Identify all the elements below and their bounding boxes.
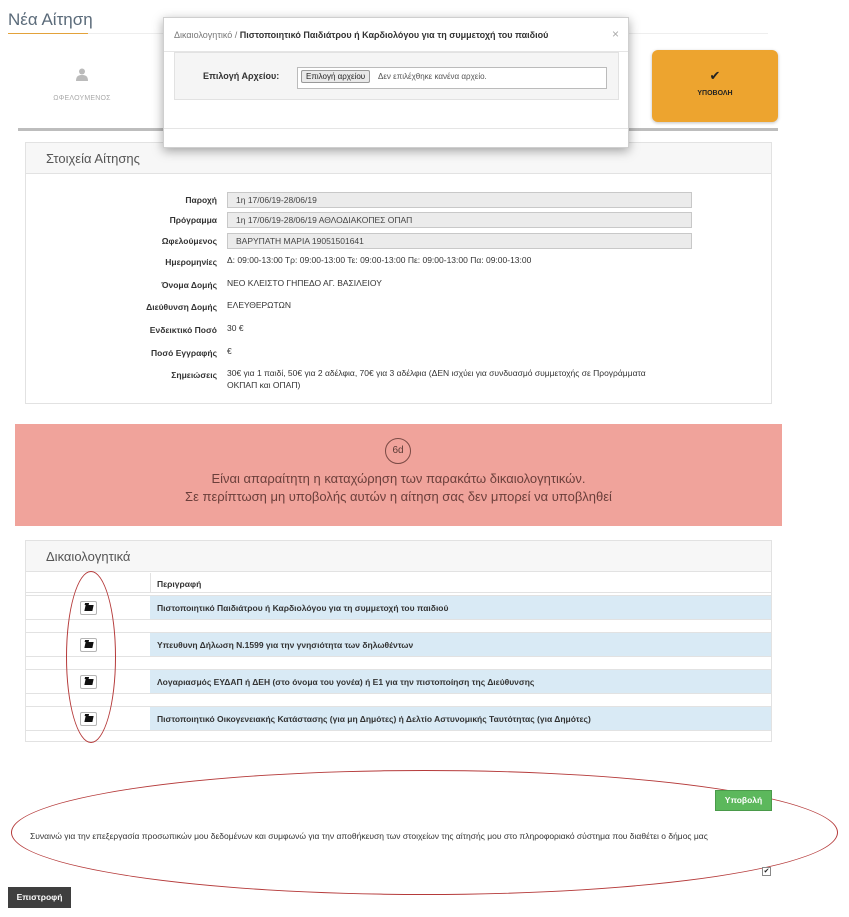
title-underline: [8, 33, 88, 34]
facility-address-value: ΕΛΕΥΘΕΡΩΤΩΝ: [227, 300, 292, 310]
file-status: Δεν επιλέχθηκε κανένα αρχείο.: [378, 72, 487, 81]
label-dates: Ημερομηνίες: [165, 257, 217, 267]
notes-value-line2: ΟΚΠΑΠ και ΟΠΑΠ): [227, 380, 301, 390]
check-icon: ✔: [709, 68, 721, 83]
user-icon: [40, 68, 124, 84]
label-notes: Σημειώσεις: [171, 370, 217, 380]
document-cell: [150, 633, 771, 656]
modal-header: [164, 18, 628, 52]
label-benefit: Παροχή: [185, 195, 217, 205]
step-beneficiary-label: ΩΦΕΛΟΥΜΕΝΟΣ: [53, 95, 111, 102]
document-cell: [150, 707, 771, 730]
document-description: Υπευθυνη Δήλωση Ν.1599 για την γνησιότητα των δηλωθέντων: [157, 640, 414, 650]
indicative-amount-value: 30 €: [227, 323, 244, 333]
step-submit[interactable]: [652, 50, 778, 122]
modal-title: Πιστοποιητικό Παιδιάτρου ή Καρδιολόγου για τη συμμετοχή του παιδιού: [239, 30, 549, 40]
program-field: 1η 17/06/19-28/06/19 ΑΘΛΟΔΙΑΚΟΠΕΣ ΟΠΑΠ: [227, 212, 692, 228]
close-icon[interactable]: ×: [611, 27, 619, 41]
label-program: Πρόγραμμα: [169, 215, 217, 225]
documents-title: Δικαιολογητικά: [46, 549, 131, 564]
document-description: Λογαριασμός ΕΥΔΑΠ ή ΔΕΗ (στο όνομα του γονέα) ή Ε1 για την πιστοποίηση της Διεύθυνσης: [157, 677, 535, 687]
table-row: [26, 595, 771, 620]
consent-checkbox[interactable]: ✔: [763, 868, 770, 875]
page-title: Νέα Αίτηση: [8, 10, 93, 29]
dates-value: Δ: 09:00-13:00 Τρ: 09:00-13:00 Τε: 09:00-13:00 Πε: 09:00-13:00 Πα: 09:00-13:00: [227, 255, 532, 265]
application-details-panel: [25, 142, 772, 404]
label-beneficiary: Ωφελούμενος: [161, 236, 217, 246]
modal-breadcrumb: [174, 30, 548, 40]
table-row: [26, 669, 771, 694]
consent-text: Συναινώ για την επεξεργασία προσωπικών μου δεδομένων και συμφωνώ για την αποθήκευση των στοιχείων της αίτησής μου στο πληροφοριακό σύστημα που διαθέτει ο δήμος μας: [30, 831, 708, 841]
column-description: Περιγραφή: [157, 579, 202, 589]
step-submit-label: ΥΠΟΒΟΛΗ: [697, 90, 733, 97]
documents-header: [26, 541, 771, 572]
modal-breadcrumb-prefix: Δικαιολογητικό /: [174, 30, 238, 40]
label-facility-address: Διεύθυνση Δομής: [146, 302, 217, 312]
table-row: [26, 706, 771, 731]
file-label: Επιλογή Αρχείου:: [203, 71, 280, 81]
required-documents-alert: [15, 424, 782, 526]
choose-file-button[interactable]: Επιλογή αρχείου: [301, 70, 370, 83]
notes-value-line1: 30€ για 1 παιδί, 50€ για 2 αδέλφια, 70€ για 3 αδέλφια (ΔΕΝ ισχύει για συνδυασμό συμμετοχής σε Προγράμματα: [227, 368, 646, 378]
documents-panel: [25, 540, 772, 742]
step-beneficiary[interactable]: [40, 68, 124, 102]
facility-name-value: ΝΕΟ ΚΛΕΙΣΤΟ ΓΗΠΕΔΟ ΑΓ. ΒΑΣΙΛΕΙΟΥ: [227, 278, 382, 288]
label-facility-name: Όνομα Δομής: [161, 280, 217, 290]
modal-body: [174, 52, 619, 100]
documents-header-separator: [150, 573, 151, 593]
beneficiary-field: ΒΑΡΥΠΑΤΗ ΜΑΡΙΑ 19051501641: [227, 233, 692, 249]
alert-line-2: Σε περίπτωση μη υποβολής αυτών η αίτηση σας δεν μπορεί να υποβληθεί: [185, 489, 612, 504]
alert-line-1: Είναι απαραίτητη η καταχώρηση των παρακάτω δικαιολογητικών.: [211, 471, 586, 486]
label-indicative-amount: Ενδεικτικό Ποσό: [149, 325, 217, 335]
table-row: [26, 632, 771, 657]
back-button[interactable]: Επιστροφή: [8, 887, 71, 908]
label-registration-amount: Ποσό Εγγραφής: [151, 348, 217, 358]
file-input[interactable]: [297, 67, 607, 89]
documents-table-header: [26, 573, 771, 593]
alert-badge: 6d: [385, 438, 411, 464]
document-description: Πιστοποιητικό Παιδιάτρου ή Καρδιολόγου για τη συμμετοχή του παιδιού: [157, 603, 449, 613]
registration-amount-value: €: [227, 346, 232, 356]
document-description: Πιστοποιητικό Οικογενειακής Κατάστασης (για μη Δημότες) ή Δελτίο Αστυνομικής Ταυτότητας (για Δημότες): [157, 714, 591, 724]
annotation-ellipse-upload-column: [66, 571, 116, 743]
upload-modal: [163, 17, 629, 148]
modal-footer-divider: [164, 128, 628, 129]
details-title: Στοιχεία Αίτησης: [46, 151, 140, 166]
benefit-field: 1η 17/06/19-28/06/19: [227, 192, 692, 208]
document-cell: [150, 596, 771, 619]
submit-button[interactable]: Υποβολή: [715, 790, 772, 811]
document-cell: [150, 670, 771, 693]
